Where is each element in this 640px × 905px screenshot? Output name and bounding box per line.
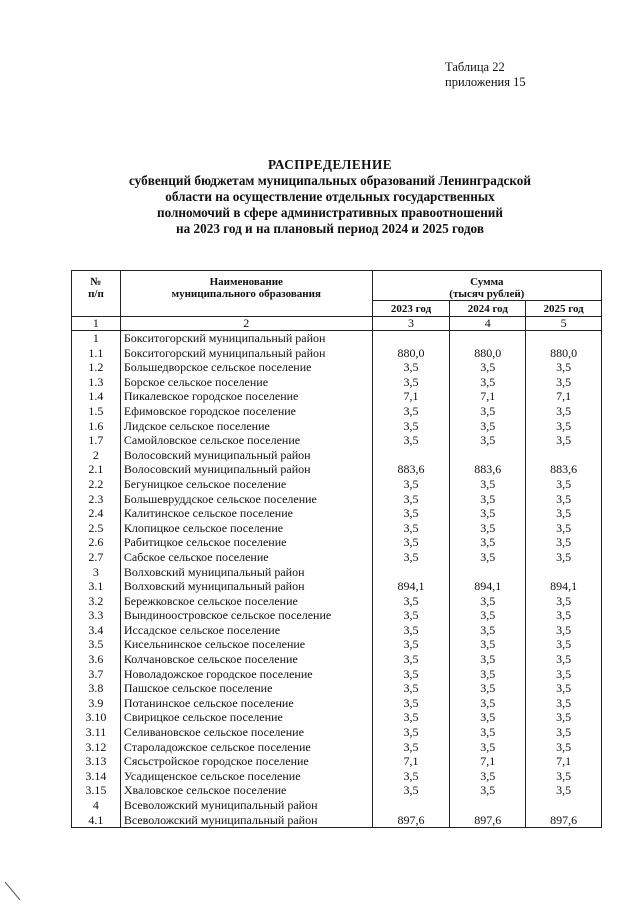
row-value-2025: 3,5 xyxy=(526,492,602,507)
table-row xyxy=(72,331,602,346)
row-value-2025: 3,5 xyxy=(526,652,602,667)
row-municipality-name: Иссадское сельское поселение xyxy=(120,623,372,638)
row-municipality-name: Ефимовское городское поселение xyxy=(120,404,372,419)
row-value-2025: 3,5 xyxy=(526,550,602,565)
row-value-2025: 3,5 xyxy=(526,477,602,492)
row-value-2023: 3,5 xyxy=(372,696,450,711)
row-municipality-name: Самойловское сельское поселение xyxy=(120,433,372,448)
row-value-2023: 3,5 xyxy=(372,375,450,390)
row-value-2025: 3,5 xyxy=(526,769,602,784)
row-value-2025: 3,5 xyxy=(526,740,602,755)
header-year-2023 xyxy=(372,301,450,317)
row-municipality-name: Борское сельское поселение xyxy=(120,375,372,390)
row-number: 3.3 xyxy=(72,608,121,623)
table-row xyxy=(72,579,602,594)
row-number: 3.9 xyxy=(72,696,121,711)
table-row xyxy=(72,346,602,361)
row-number: 2.7 xyxy=(72,550,121,565)
row-value-2024: 3,5 xyxy=(450,769,526,784)
row-value-2024: 3,5 xyxy=(450,623,526,638)
row-municipality-name: Пашское сельское поселение xyxy=(120,681,372,696)
row-value-2023: 3,5 xyxy=(372,623,450,638)
row-municipality-name: Вындиноостровское сельское поселение xyxy=(120,608,372,623)
row-value-2023: 7,1 xyxy=(372,389,450,404)
row-value-2024: 3,5 xyxy=(450,740,526,755)
row-municipality-name: Селивановское сельское поселение xyxy=(120,725,372,740)
table-row xyxy=(72,404,602,419)
header-number-line1: № xyxy=(90,276,102,288)
row-value-2025: 3,5 xyxy=(526,783,602,798)
row-value-2023: 3,5 xyxy=(372,608,450,623)
row-value-2025: 3,5 xyxy=(526,521,602,536)
row-value-2023 xyxy=(372,448,450,463)
table-number-label: Таблица 22 xyxy=(445,60,505,74)
column-numbers-row xyxy=(72,317,602,331)
row-number: 3.5 xyxy=(72,637,121,652)
table-reference xyxy=(445,60,526,90)
row-value-2023: 3,5 xyxy=(372,594,450,609)
row-value-2025: 3,5 xyxy=(526,506,602,521)
row-value-2023: 3,5 xyxy=(372,681,450,696)
row-municipality-name: Клопицкое сельское поселение xyxy=(120,521,372,536)
row-number: 3.7 xyxy=(72,667,121,682)
row-municipality-name: Рабитицкое сельское поселение xyxy=(120,535,372,550)
table-body xyxy=(72,331,602,828)
table-row xyxy=(72,696,602,711)
row-value-2024: 3,5 xyxy=(450,433,526,448)
row-value-2024 xyxy=(450,798,526,813)
row-value-2024: 897,6 xyxy=(450,813,526,828)
row-value-2025: 897,6 xyxy=(526,813,602,828)
row-value-2025: 3,5 xyxy=(526,360,602,375)
column-number: 4 xyxy=(450,317,526,331)
header-name-line1: Наименование xyxy=(209,276,283,288)
row-value-2025: 3,5 xyxy=(526,623,602,638)
row-value-2024: 3,5 xyxy=(450,477,526,492)
column-number: 1 xyxy=(72,317,121,331)
row-value-2023: 3,5 xyxy=(372,637,450,652)
row-municipality-name: Большевруддское сельское поселение xyxy=(120,492,372,507)
row-municipality-name: Волховский муниципальный район xyxy=(120,565,372,580)
header-year-2025 xyxy=(526,301,602,317)
row-number: 3.1 xyxy=(72,579,121,594)
row-number: 1.7 xyxy=(72,433,121,448)
row-municipality-name: Новоладожское городское поселение xyxy=(120,667,372,682)
row-number: 3.12 xyxy=(72,740,121,755)
title-line-4: полномочий в сфере административных правоотношений xyxy=(156,205,504,220)
row-municipality-name: Пикалевское городское поселение xyxy=(120,389,372,404)
row-value-2025: 894,1 xyxy=(526,579,602,594)
row-value-2024: 3,5 xyxy=(450,710,526,725)
row-municipality-name: Потанинское сельское поселение xyxy=(120,696,372,711)
row-value-2023: 7,1 xyxy=(372,754,450,769)
row-number: 2.6 xyxy=(72,535,121,550)
header-number xyxy=(72,271,121,317)
title-line-5: на 2023 год и на плановый период 2024 и 2025 годов xyxy=(176,221,484,236)
row-value-2024: 3,5 xyxy=(450,550,526,565)
row-number: 3.15 xyxy=(72,783,121,798)
row-value-2024: 3,5 xyxy=(450,667,526,682)
row-municipality-name: Сабское сельское поселение xyxy=(120,550,372,565)
row-value-2023: 3,5 xyxy=(372,506,450,521)
row-value-2024: 3,5 xyxy=(450,652,526,667)
row-number: 1.3 xyxy=(72,375,121,390)
row-value-2023: 3,5 xyxy=(372,404,450,419)
row-value-2024: 3,5 xyxy=(450,375,526,390)
table-row xyxy=(72,637,602,652)
table-row xyxy=(72,448,602,463)
column-number: 2 xyxy=(120,317,372,331)
row-value-2024: 880,0 xyxy=(450,346,526,361)
row-value-2025: 3,5 xyxy=(526,637,602,652)
row-number: 3.10 xyxy=(72,710,121,725)
row-value-2024 xyxy=(450,448,526,463)
table-row xyxy=(72,462,602,477)
table-row xyxy=(72,652,602,667)
row-value-2024: 894,1 xyxy=(450,579,526,594)
row-number: 1.2 xyxy=(72,360,121,375)
row-value-2025: 3,5 xyxy=(526,696,602,711)
row-number: 3.11 xyxy=(72,725,121,740)
row-number: 4.1 xyxy=(72,813,121,828)
row-value-2025: 3,5 xyxy=(526,535,602,550)
row-value-2024: 3,5 xyxy=(450,608,526,623)
row-value-2023 xyxy=(372,565,450,580)
column-number: 3 xyxy=(372,317,450,331)
row-value-2024: 7,1 xyxy=(450,754,526,769)
row-value-2025 xyxy=(526,448,602,463)
distribution-table xyxy=(71,270,602,828)
row-value-2023: 880,0 xyxy=(372,346,450,361)
row-municipality-name: Волосовский муниципальный район xyxy=(120,462,372,477)
row-value-2025: 3,5 xyxy=(526,404,602,419)
row-value-2023 xyxy=(372,798,450,813)
row-value-2024 xyxy=(450,565,526,580)
row-value-2024: 3,5 xyxy=(450,506,526,521)
row-municipality-name: Колчановское сельское поселение xyxy=(120,652,372,667)
header-name xyxy=(120,271,372,317)
header-name-line2: муниципального образования xyxy=(171,288,321,300)
header-year-2024-label: 2024 год xyxy=(467,303,508,315)
row-value-2023 xyxy=(372,331,450,346)
row-municipality-name: Бережковское сельское поселение xyxy=(120,594,372,609)
table-row xyxy=(72,681,602,696)
row-value-2023: 3,5 xyxy=(372,433,450,448)
row-value-2023: 3,5 xyxy=(372,492,450,507)
title-heading: РАСПРЕДЕЛЕНИЕ xyxy=(268,157,392,172)
table-row xyxy=(72,419,602,434)
header-number-line2: п/п xyxy=(88,288,104,300)
row-municipality-name: Большедворское сельское поселение xyxy=(120,360,372,375)
row-number: 1 xyxy=(72,331,121,346)
row-value-2024: 3,5 xyxy=(450,492,526,507)
scan-mark xyxy=(0,880,30,905)
row-value-2023: 894,1 xyxy=(372,579,450,594)
row-number: 1.5 xyxy=(72,404,121,419)
row-value-2023: 3,5 xyxy=(372,783,450,798)
row-value-2025: 3,5 xyxy=(526,608,602,623)
header-year-2024 xyxy=(450,301,526,317)
row-value-2024: 7,1 xyxy=(450,389,526,404)
row-municipality-name: Кисельнинское сельское поселение xyxy=(120,637,372,652)
header-sum xyxy=(372,271,601,301)
table-row xyxy=(72,769,602,784)
row-number: 3.2 xyxy=(72,594,121,609)
row-value-2024: 3,5 xyxy=(450,783,526,798)
table-row xyxy=(72,798,602,813)
table-row xyxy=(72,477,602,492)
row-value-2025: 880,0 xyxy=(526,346,602,361)
table-row xyxy=(72,535,602,550)
table-row xyxy=(72,506,602,521)
row-value-2024: 3,5 xyxy=(450,360,526,375)
row-value-2023: 3,5 xyxy=(372,725,450,740)
row-number: 1.1 xyxy=(72,346,121,361)
row-number: 4 xyxy=(72,798,121,813)
appendix-label: приложения 15 xyxy=(445,75,526,89)
row-value-2025 xyxy=(526,331,602,346)
row-number: 3.14 xyxy=(72,769,121,784)
table-row xyxy=(72,725,602,740)
table-row xyxy=(72,360,602,375)
row-number: 3.6 xyxy=(72,652,121,667)
row-value-2025: 3,5 xyxy=(526,710,602,725)
row-municipality-name: Свирицкое сельское поселение xyxy=(120,710,372,725)
row-municipality-name: Всеволожский муниципальный район xyxy=(120,813,372,828)
table-row xyxy=(72,783,602,798)
row-municipality-name: Волосовский муниципальный район xyxy=(120,448,372,463)
row-value-2025: 7,1 xyxy=(526,389,602,404)
table-row xyxy=(72,375,602,390)
row-value-2023: 897,6 xyxy=(372,813,450,828)
table-row xyxy=(72,521,602,536)
row-value-2023: 3,5 xyxy=(372,740,450,755)
title-line-3: области на осуществление отдельных государственных xyxy=(165,189,495,204)
column-number: 5 xyxy=(526,317,602,331)
header-sum-line2: (тысяч рублей) xyxy=(449,288,525,300)
header-year-2025-label: 2025 год xyxy=(543,303,584,315)
row-value-2024: 3,5 xyxy=(450,521,526,536)
row-number: 2.1 xyxy=(72,462,121,477)
row-value-2023: 3,5 xyxy=(372,360,450,375)
row-number: 3.8 xyxy=(72,681,121,696)
row-value-2024: 3,5 xyxy=(450,535,526,550)
row-number: 2.3 xyxy=(72,492,121,507)
row-number: 3.4 xyxy=(72,623,121,638)
row-number: 1.6 xyxy=(72,419,121,434)
header-year-2023-label: 2023 год xyxy=(390,303,432,315)
row-value-2024: 3,5 xyxy=(450,725,526,740)
row-number: 3.13 xyxy=(72,754,121,769)
table-row xyxy=(72,623,602,638)
row-value-2023: 3,5 xyxy=(372,535,450,550)
row-value-2023: 3,5 xyxy=(372,419,450,434)
row-municipality-name: Лидское сельское поселение xyxy=(120,419,372,434)
table-row xyxy=(72,550,602,565)
row-value-2024: 3,5 xyxy=(450,594,526,609)
row-number: 2.5 xyxy=(72,521,121,536)
row-municipality-name: Бокситогорский муниципальный район xyxy=(120,331,372,346)
row-value-2025: 883,6 xyxy=(526,462,602,477)
row-municipality-name: Бокситогорский муниципальный район xyxy=(120,346,372,361)
row-municipality-name: Сясьстройское городское поселение xyxy=(120,754,372,769)
row-number: 2.4 xyxy=(72,506,121,521)
row-number: 1.4 xyxy=(72,389,121,404)
row-number: 3 xyxy=(72,565,121,580)
row-municipality-name: Всеволожский муниципальный район xyxy=(120,798,372,813)
header-sum-line1: Сумма xyxy=(470,276,504,288)
row-value-2023: 3,5 xyxy=(372,667,450,682)
row-value-2025: 3,5 xyxy=(526,725,602,740)
table-row xyxy=(72,667,602,682)
table-row xyxy=(72,710,602,725)
table-row xyxy=(72,608,602,623)
row-value-2025: 3,5 xyxy=(526,681,602,696)
row-value-2025 xyxy=(526,798,602,813)
row-municipality-name: Волховский муниципальный район xyxy=(120,579,372,594)
table-row xyxy=(72,492,602,507)
row-value-2023: 3,5 xyxy=(372,769,450,784)
row-value-2023: 3,5 xyxy=(372,652,450,667)
row-number: 2.2 xyxy=(72,477,121,492)
table-row xyxy=(72,433,602,448)
row-value-2024: 883,6 xyxy=(450,462,526,477)
table-row xyxy=(72,813,602,828)
table-row xyxy=(72,389,602,404)
row-value-2025: 3,5 xyxy=(526,594,602,609)
row-value-2023: 3,5 xyxy=(372,521,450,536)
table-row xyxy=(72,565,602,580)
row-value-2023: 3,5 xyxy=(372,477,450,492)
row-municipality-name: Усадищенское сельское поселение xyxy=(120,769,372,784)
row-value-2024: 3,5 xyxy=(450,419,526,434)
table-row xyxy=(72,594,602,609)
title-line-2: субвенций бюджетам муниципальных образований Ленинградской xyxy=(129,173,531,188)
row-value-2025: 7,1 xyxy=(526,754,602,769)
table-row xyxy=(72,740,602,755)
row-municipality-name: Калитинское сельское поселение xyxy=(120,506,372,521)
row-value-2023: 3,5 xyxy=(372,710,450,725)
document-title xyxy=(60,157,600,237)
row-value-2025: 3,5 xyxy=(526,375,602,390)
row-municipality-name: Староладожское сельское поселение xyxy=(120,740,372,755)
row-value-2024: 3,5 xyxy=(450,637,526,652)
row-value-2024: 3,5 xyxy=(450,404,526,419)
row-number: 2 xyxy=(72,448,121,463)
row-municipality-name: Хваловское сельское поселение xyxy=(120,783,372,798)
table-row xyxy=(72,754,602,769)
row-value-2024 xyxy=(450,331,526,346)
row-value-2023: 883,6 xyxy=(372,462,450,477)
row-value-2024: 3,5 xyxy=(450,696,526,711)
row-value-2023: 3,5 xyxy=(372,550,450,565)
row-value-2025: 3,5 xyxy=(526,667,602,682)
row-value-2025 xyxy=(526,565,602,580)
row-municipality-name: Бегуницкое сельское поселение xyxy=(120,477,372,492)
row-value-2025: 3,5 xyxy=(526,433,602,448)
row-value-2025: 3,5 xyxy=(526,419,602,434)
row-value-2024: 3,5 xyxy=(450,681,526,696)
